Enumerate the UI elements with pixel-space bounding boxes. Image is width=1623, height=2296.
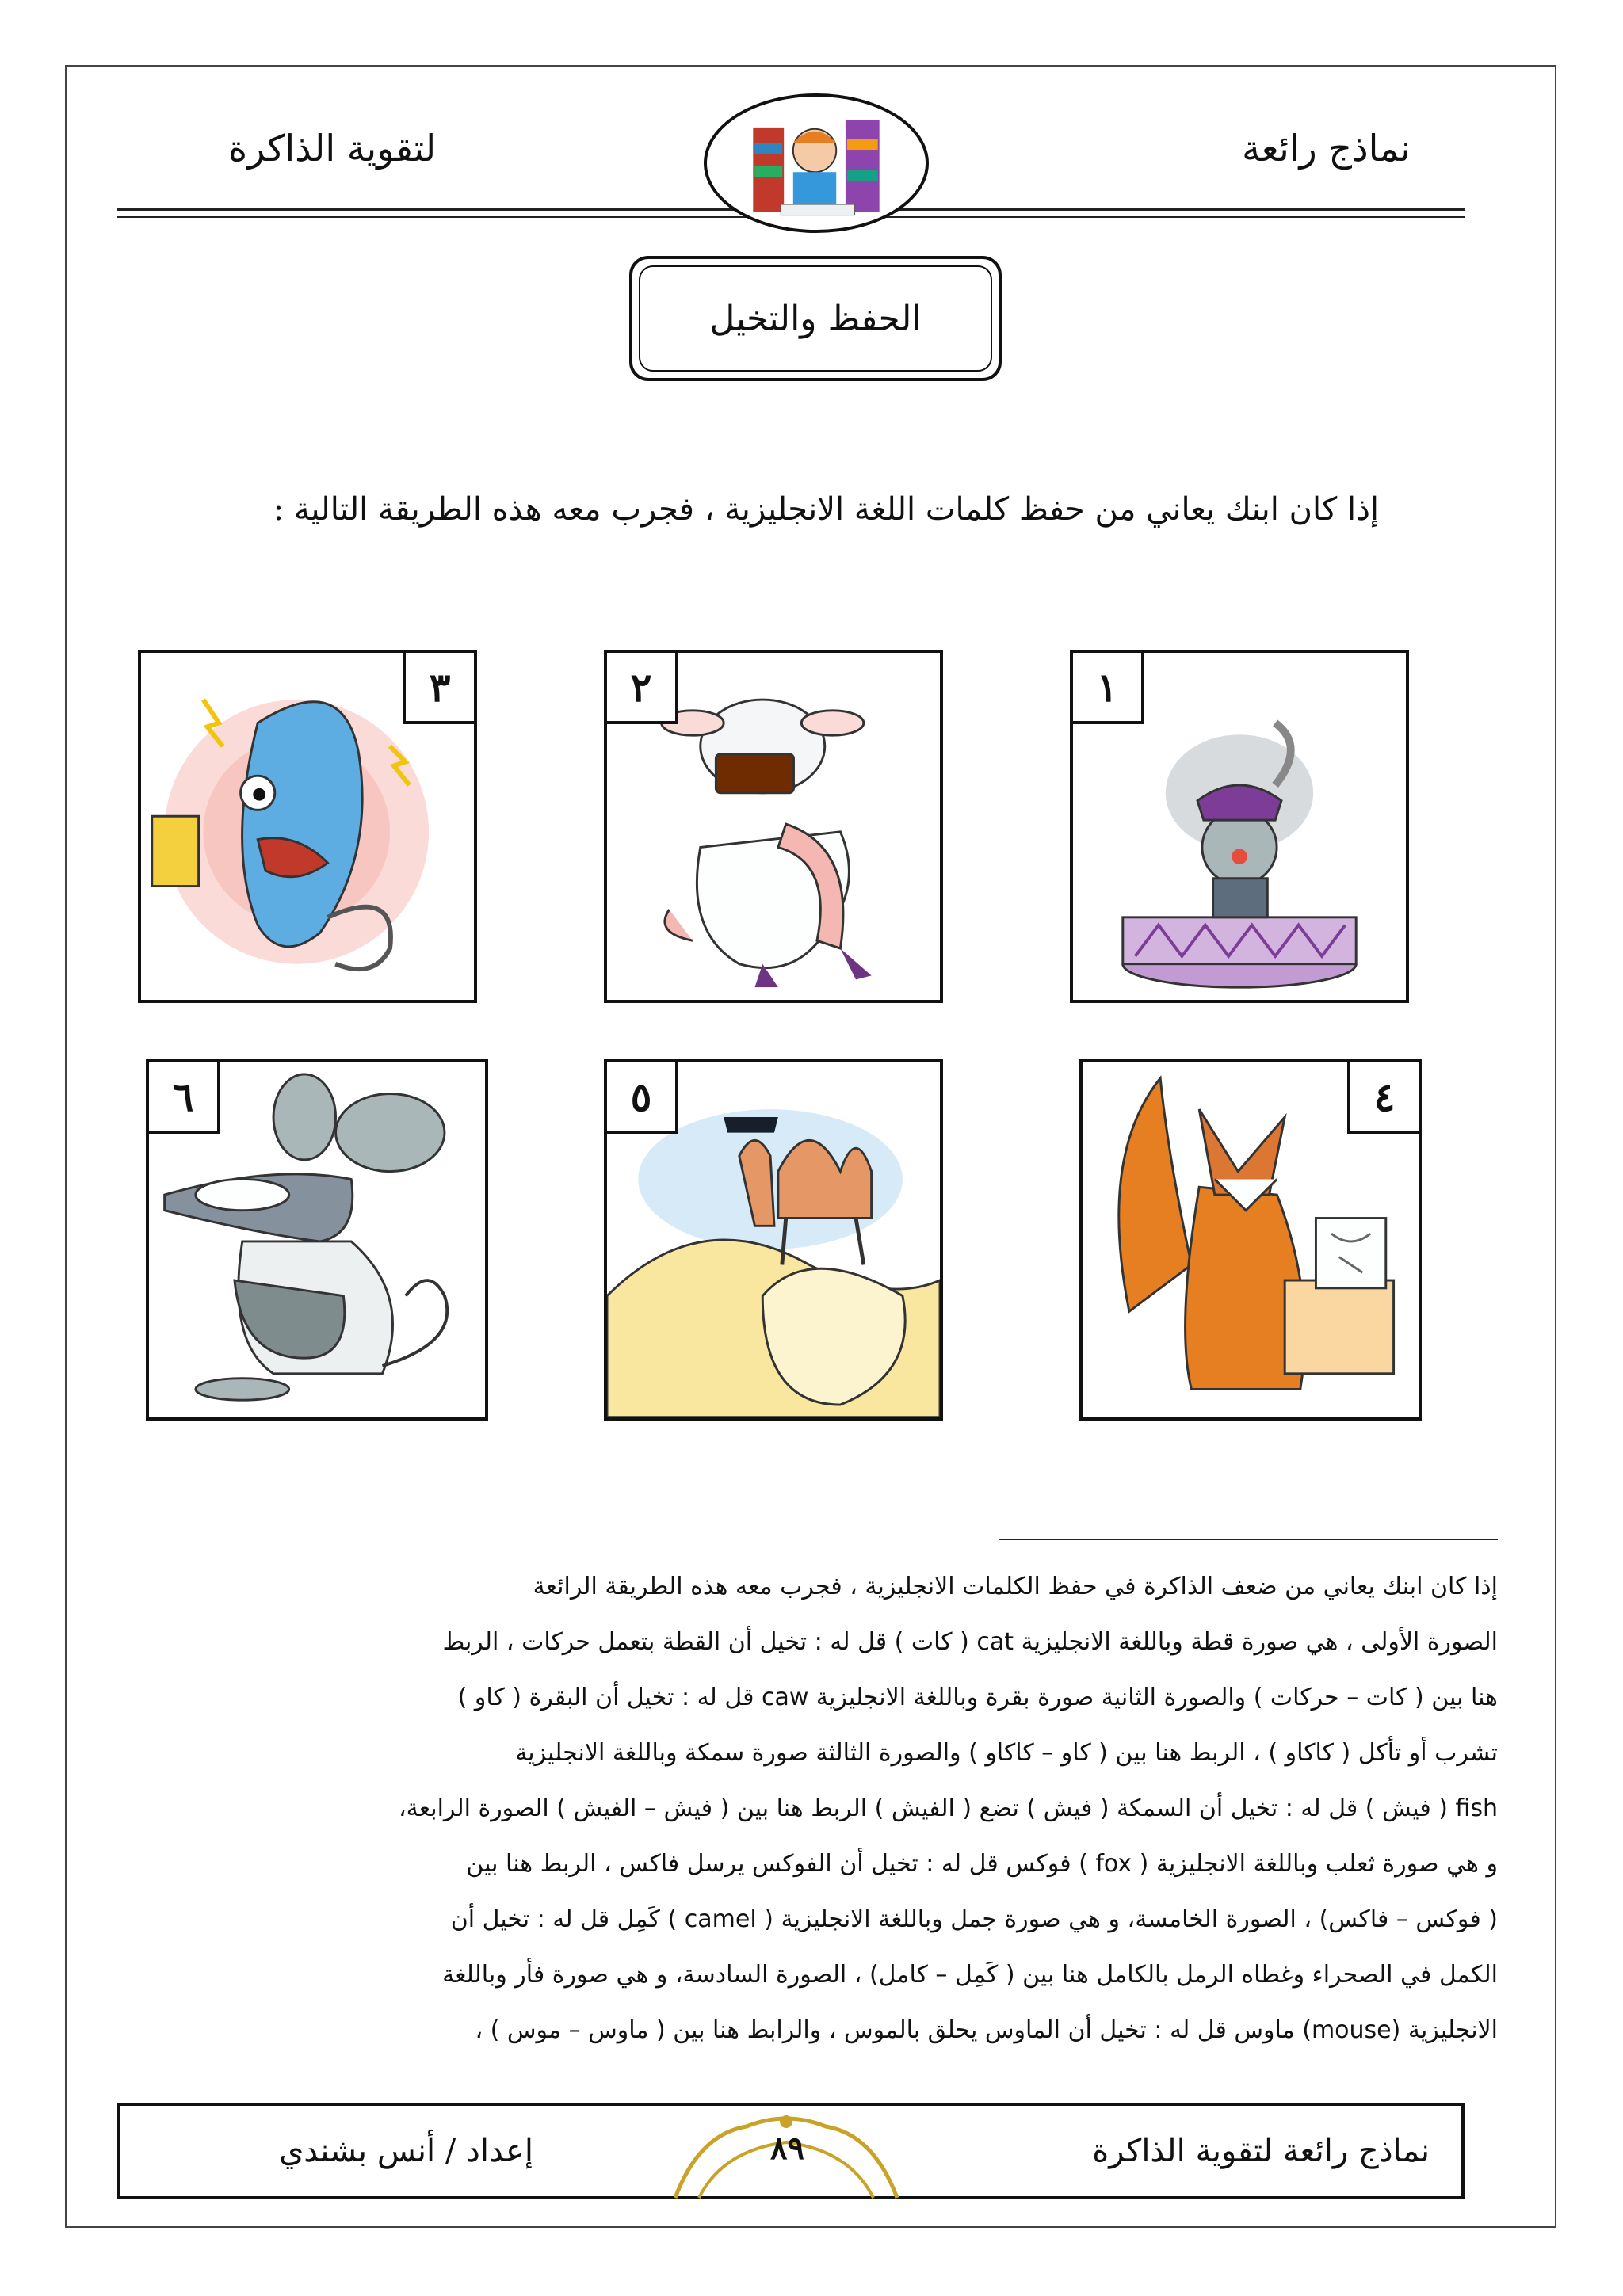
panel-4	[1079, 1059, 1422, 1421]
panel-5	[604, 1059, 943, 1421]
explanation-line: هنا بين ( كات – حركات ) والصورة الثانية صورة بقرة وباللغة الانجليزية caw قل له : تخيل أن البقرة ( كاو )	[457, 1684, 1498, 1711]
panel-6	[146, 1059, 488, 1421]
panel-number: ٦	[149, 1062, 220, 1134]
footer-right-text: نماذج رائعة لتقوية الذاكرة	[1092, 2133, 1430, 2169]
panel-number: ٢	[607, 653, 678, 724]
explanation-line: الانجليزية (mouse) ماوس قل له : تخيل أن الماوس يحلق بالموس ، والرابط هنا بين ( ماوس – موس ) ،	[475, 2016, 1498, 2044]
page-footer	[117, 2103, 1465, 2199]
footer-left-text: إعداد / أنس بشندي	[279, 2133, 533, 2169]
header-left-title: لتقوية الذاكرة	[228, 127, 437, 170]
student-books-icon	[707, 97, 926, 232]
explanation-line: الكمل في الصحراء وغطاه الرمل بالكامل هنا بين ( كَمِل – كامل) ، الصورة السادسة، و هي صورة فأر وباللغة	[442, 1961, 1498, 1989]
explanation-line: fish ( فيش ) قل له : تخيل أن السمكة ( فيش ) تضع ( الفيش ) الربط هنا بين ( فيش – الفيش ) الصورة الرابعة،	[398, 1794, 1498, 1822]
panel-number: ١	[1073, 653, 1144, 724]
explanation-line: تشرب أو تأكل ( كاكاو ) ، الربط هنا بين ( كاو – كاكاو ) والصورة الثالثة صورة سمكة وباللغة الانجليزية	[515, 1739, 1498, 1767]
section-title-box	[629, 256, 1002, 381]
explanation-line: ( فوكس – فاكس) ، الصورة الخامسة، و هي صورة جمل وباللغة الانجليزية ( camel ) كَمِل قل له : تخيل أن	[450, 1905, 1498, 1933]
page-number: ٨٩	[770, 2130, 804, 2167]
explanation-line: و هي صورة ثعلب وباللغة الانجليزية ( fox ) فوكس قل له : تخيل أن الفوكس يرسل فاكس ، الربط هنا بين	[466, 1850, 1498, 1878]
panel-number: ٣	[403, 653, 474, 724]
panel-1	[1070, 650, 1409, 1003]
header-right-title: نماذج رائعة	[1242, 127, 1411, 170]
intro-text: إذا كان ابنك يعاني من حفظ كلمات اللغة الانجليزية ، فجرب معه هذه الطريقة التالية :	[273, 491, 1379, 528]
explanation-line: الصورة الأولى ، هي صورة قطة وباللغة الانجليزية cat ( كات ) قل له : تخيل أن القطة بتعمل حركات ، الربط	[442, 1628, 1498, 1656]
footnote-rule	[999, 1539, 1498, 1540]
panel-number: ٤	[1347, 1062, 1419, 1134]
explanation-text	[238, 1559, 1498, 2058]
section-title: الحفظ والتخيل	[639, 265, 992, 372]
panel-number: ٥	[607, 1062, 678, 1134]
student-books-logo	[704, 93, 929, 233]
panel-3	[138, 650, 477, 1003]
panel-2	[604, 650, 943, 1003]
explanation-line: إذا كان ابنك يعاني من ضعف الذاكرة في حفظ الكلمات الانجليزية ، فجرب معه هذه الطريقة الرائعة	[533, 1573, 1498, 1600]
